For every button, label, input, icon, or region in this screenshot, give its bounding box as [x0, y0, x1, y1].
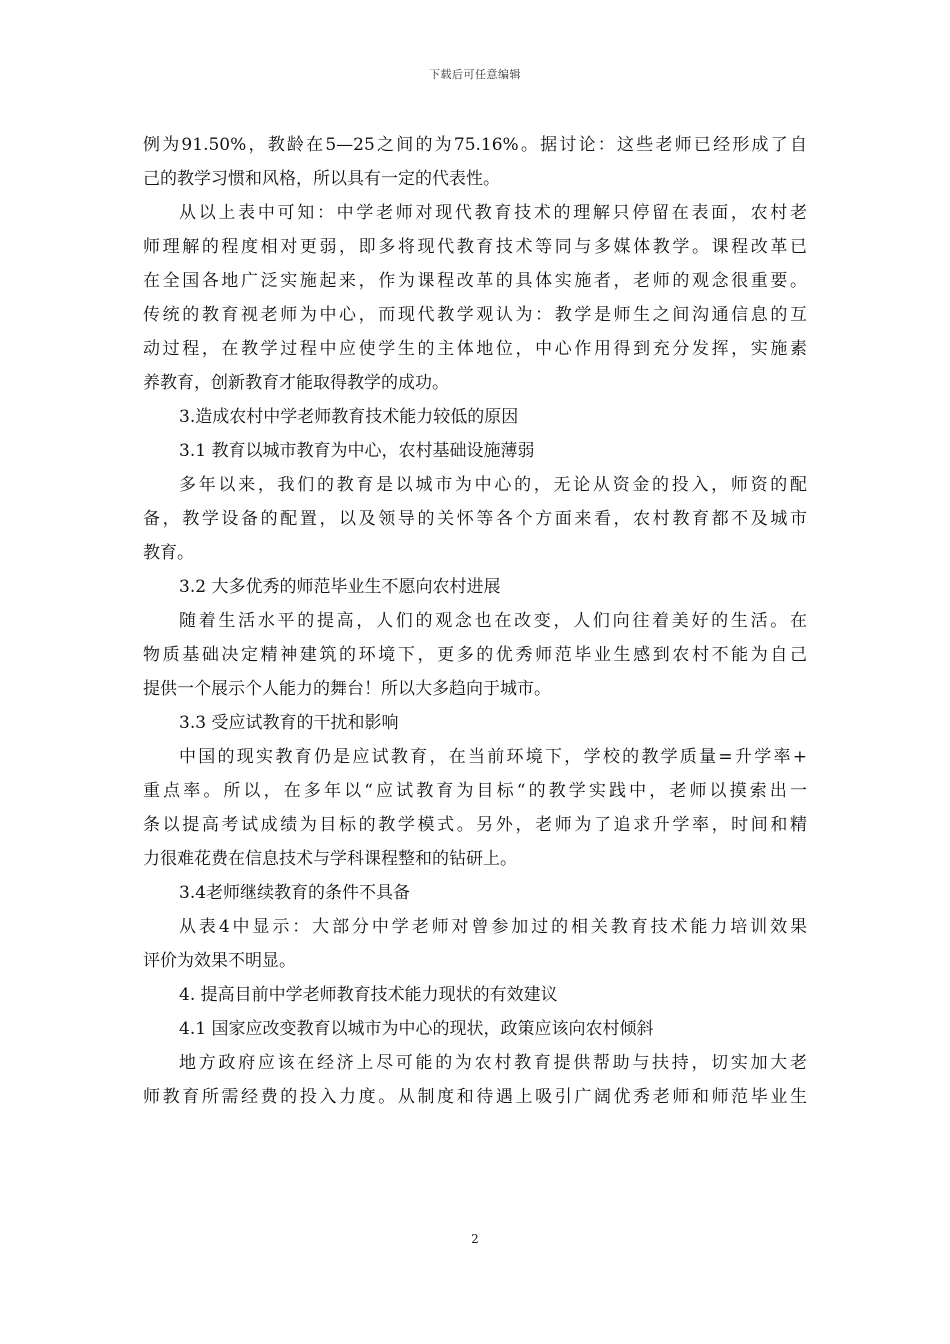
paragraph-line: 师理解的程度相对更弱，即多将现代教育技术等同与多媒体教学。课程改革已	[143, 237, 807, 257]
subsection-heading: 4.1 国家应改变教育以城市为中心的现状，政策应该向农村倾斜	[179, 1019, 654, 1039]
paragraph-line: 例为91.50%，教龄在5—25之间的为75.16%。据讨论：这些老师已经形成了自	[143, 135, 807, 155]
paragraph-line: 力很难花费在信息技术与学科课程整和的钻研上。	[143, 849, 517, 869]
page-header: 下载后可任意编辑	[429, 68, 521, 81]
paragraph-line: 物质基础决定精神建筑的环境下，更多的优秀师范毕业生感到农村不能为自己	[143, 645, 807, 665]
paragraph-line: 地方政府应该在经济上尽可能的为农村教育提供帮助与扶持，切实加大老	[179, 1053, 807, 1073]
subsection-heading: 3.3 受应试教育的干扰和影响	[179, 713, 399, 733]
paragraph-line: 重点率。所以，在多年以“应试教育为目标“的教学实践中，老师以摸索出一	[143, 781, 807, 801]
section-heading: 3.造成农村中学老师教育技术能力较低的原因	[179, 407, 519, 427]
page-number: 2	[471, 1232, 479, 1246]
subsection-heading: 3.4老师继续教育的条件不具备	[179, 883, 411, 903]
paragraph-line: 动过程，在教学过程中应使学生的主体地位，中心作用得到充分发挥，实施素	[143, 339, 807, 359]
section-heading: 4. 提高目前中学老师教育技术能力现状的有效建议	[179, 985, 558, 1005]
paragraph-line: 随着生活水平的提高，人们的观念也在改变，人们向往着美好的生活。在	[179, 611, 807, 631]
subsection-heading: 3.2 大多优秀的师范毕业生不愿向农村进展	[179, 577, 501, 597]
paragraph-line: 从以上表中可知：中学老师对现代教育技术的理解只停留在表面，农村老	[179, 203, 807, 223]
paragraph-line: 师教育所需经费的投入力度。从制度和待遇上吸引广阔优秀老师和师范毕业生	[143, 1087, 807, 1107]
paragraph-line: 中国的现实教育仍是应试教育，在当前环境下，学校的教学质量=升学率+	[179, 747, 807, 767]
paragraph-line: 条以提高考试成绩为目标的教学模式。另外，老师为了追求升学率，时间和精	[143, 815, 807, 835]
document-body	[143, 128, 807, 1114]
paragraph-line: 评价为效果不明显。	[143, 951, 296, 971]
paragraph-line: 传统的教育视老师为中心，而现代教学观认为：教学是师生之间沟通信息的互	[143, 305, 807, 325]
subsection-heading: 3.1 教育以城市教育为中心，农村基础设施薄弱	[179, 441, 535, 461]
paragraph-line: 在全国各地广泛实施起来，作为课程改革的具体实施者，老师的观念很重要。	[143, 271, 807, 291]
paragraph-line: 养教育，创新教育才能取得教学的成功。	[143, 373, 449, 393]
paragraph-line: 多年以来，我们的教育是以城市为中心的，无论从资金的投入，师资的配	[179, 475, 807, 495]
paragraph-line: 备，教学设备的配置，以及领导的关怀等各个方面来看，农村教育都不及城市	[143, 509, 807, 529]
paragraph-line: 提供一个展示个人能力的舞台！所以大多趋向于城市。	[143, 679, 551, 699]
paragraph-line: 己的教学习惯和风格，所以具有一定的代表性。	[143, 169, 500, 189]
paragraph-line: 教育。	[143, 543, 194, 563]
paragraph-line: 从表4中显示：大部分中学老师对曾参加过的相关教育技术能力培训效果	[179, 917, 807, 937]
